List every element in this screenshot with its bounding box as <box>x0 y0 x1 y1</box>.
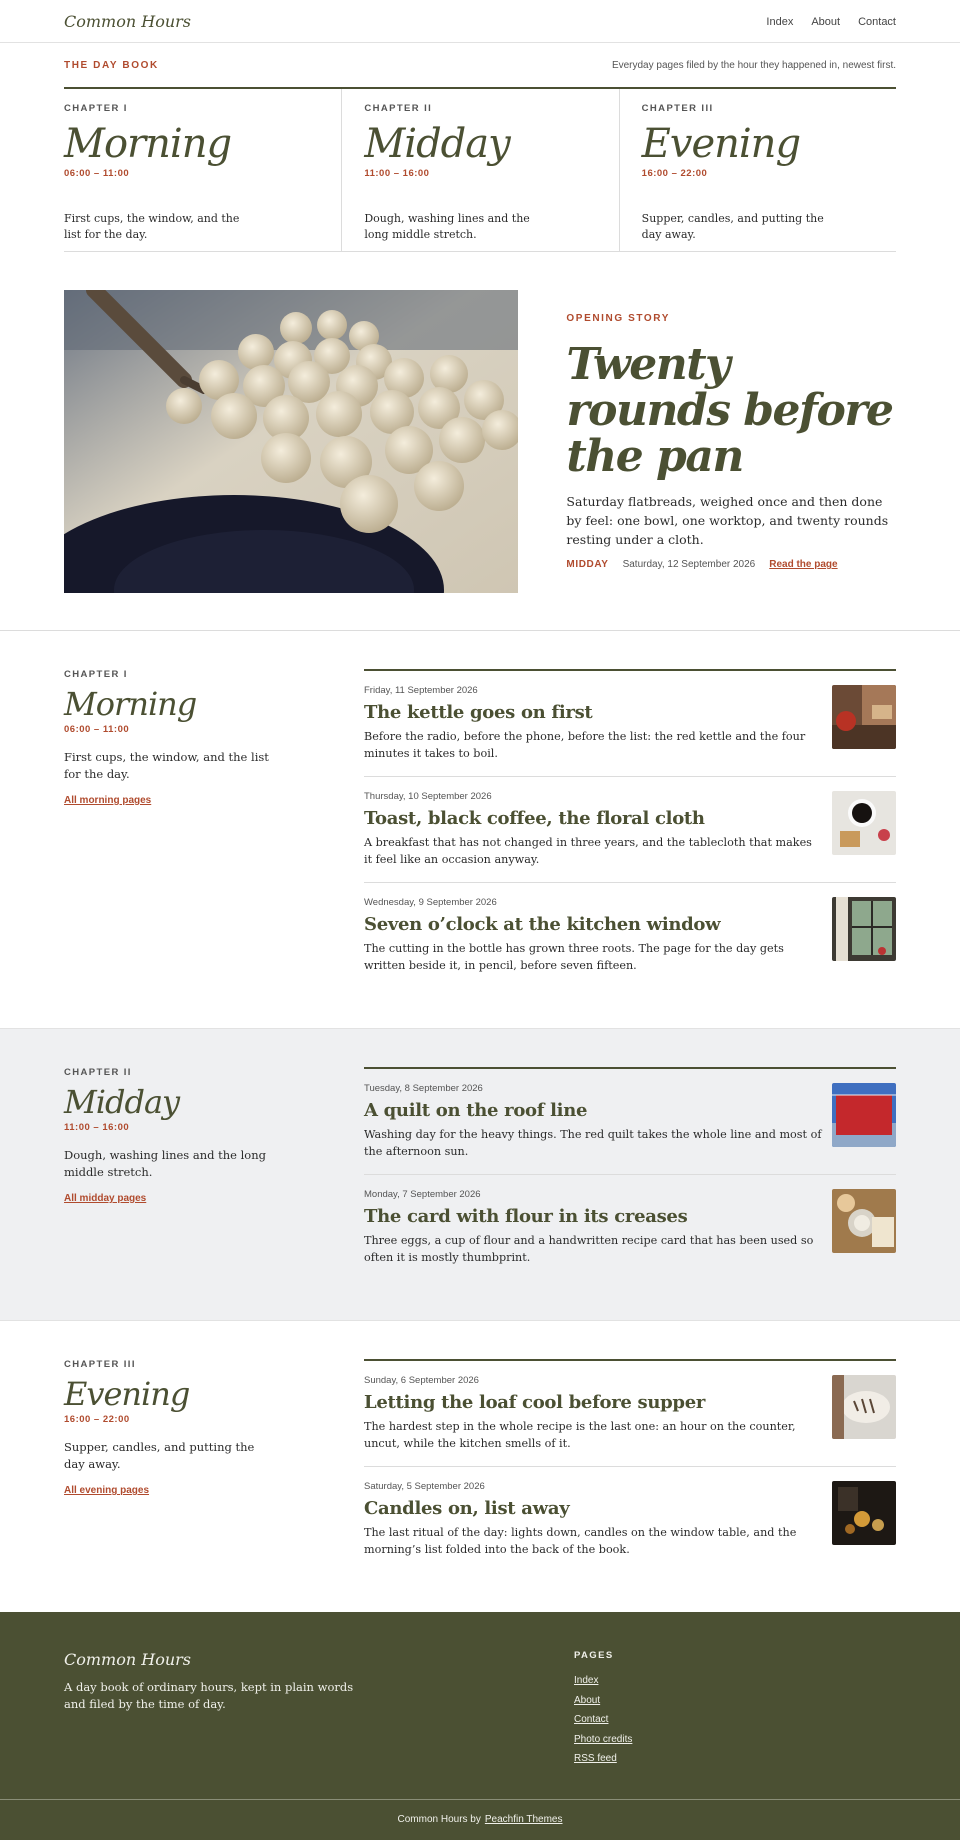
footer-pages <box>574 1650 896 1769</box>
chapter-label: CHAPTER I <box>64 103 128 114</box>
section-morning <box>0 631 960 1028</box>
footer-about <box>64 1650 364 1769</box>
entry-title[interactable]: The card with flour in its creases <box>364 1206 688 1227</box>
section-midday <box>0 1028 960 1321</box>
entry-date: Saturday, 5 September 2026 <box>364 1481 485 1492</box>
section-intro <box>64 1359 364 1572</box>
chapter-label: CHAPTER I <box>64 669 128 680</box>
opening-story-description: Saturday flatbreads, weighed once and then done by feel: one bowl, one worktop, and twenty rounds resting under a cloth. <box>566 494 889 547</box>
chapter-label: CHAPTER III <box>64 1359 136 1370</box>
footer-description: A day book of ordinary hours, kept in plain words and filed by the time of day. <box>64 1680 354 1711</box>
section-intro <box>64 669 364 988</box>
loaf-cooling-image <box>832 1375 896 1439</box>
chapter-description: Dough, washing lines and the long middle stretch. <box>364 212 530 241</box>
all-evening-pages-link[interactable]: All evening pages <box>64 1485 150 1496</box>
entry-list <box>364 1067 896 1280</box>
entry-excerpt: Washing day for the heavy things. The red quilt takes the whole line and most of the afternoon sun. <box>364 1128 822 1158</box>
dough-rounds-image <box>64 290 518 593</box>
entry-title[interactable]: The kettle goes on first <box>364 702 593 723</box>
entry-thumbnail[interactable] <box>832 791 896 855</box>
site-header <box>0 0 960 43</box>
kitchen-window-image <box>832 897 896 961</box>
entry-item[interactable] <box>364 1467 896 1572</box>
entry-date: Thursday, 10 September 2026 <box>364 791 492 802</box>
entry-item[interactable] <box>364 671 896 777</box>
footer-logo[interactable]: Common Hours <box>64 1650 191 1669</box>
entry-date: Sunday, 6 September 2026 <box>364 1375 479 1386</box>
red-kettle-image <box>832 685 896 749</box>
entry-date: Friday, 11 September 2026 <box>364 685 478 696</box>
chapter-title: Evening <box>64 1375 190 1413</box>
footer-link-index[interactable]: Index <box>574 1675 599 1686</box>
chapter-label: CHAPTER III <box>641 103 714 114</box>
entry-thumbnail[interactable] <box>832 1083 896 1147</box>
all-midday-pages-link[interactable]: All midday pages <box>64 1193 147 1204</box>
chapter-title: Evening <box>641 121 801 167</box>
entry-title[interactable]: Candles on, list away <box>364 1498 570 1519</box>
chapter-card-evening[interactable] <box>619 89 896 251</box>
entry-title[interactable]: Seven o’clock at the kitchen window <box>364 914 721 935</box>
chapter-hours: 16:00 – 22:00 <box>641 168 708 179</box>
chapter-card-midday[interactable] <box>341 89 618 251</box>
entry-title[interactable]: A quilt on the roof line <box>364 1100 588 1121</box>
footer-links <box>574 1671 896 1769</box>
entry-item[interactable] <box>364 777 896 883</box>
entry-item[interactable] <box>364 1175 896 1280</box>
daybook <box>64 43 896 252</box>
opening-story-meta <box>566 559 896 570</box>
entry-list <box>364 1359 896 1572</box>
footer-link-photo-credits[interactable]: Photo credits <box>574 1733 633 1745</box>
section-evening <box>0 1321 960 1612</box>
chapter-title: Midday <box>364 121 510 167</box>
chapter-hours: 16:00 – 22:00 <box>64 1414 130 1425</box>
footer-link-rss-feed[interactable]: RSS feed <box>574 1753 617 1764</box>
opening-story <box>0 252 960 631</box>
coffee-toast-image <box>832 791 896 855</box>
chapter-description: First cups, the window, and the list for the day. <box>64 212 240 241</box>
entry-title[interactable]: Toast, black coffee, the floral cloth <box>364 808 705 829</box>
red-quilt-image <box>832 1083 896 1147</box>
entry-item[interactable] <box>364 883 896 988</box>
chapter-description: Dough, washing lines and the long middle stretch. <box>64 1148 267 1179</box>
entry-item[interactable] <box>364 1069 896 1175</box>
footer-credit-bar <box>0 1799 960 1840</box>
chapter-tag[interactable]: MIDDAY <box>566 559 609 570</box>
read-the-page-link[interactable]: Read the page <box>769 559 838 570</box>
daybook-header <box>64 43 896 89</box>
chapter-grid <box>64 89 896 252</box>
site-logo[interactable]: Common Hours <box>64 12 191 31</box>
main-nav <box>766 16 896 28</box>
recipe-card-image <box>832 1189 896 1253</box>
entry-item[interactable] <box>364 1361 896 1467</box>
entry-thumbnail[interactable] <box>832 1189 896 1253</box>
chapter-hours: 06:00 – 11:00 <box>64 168 130 179</box>
chapter-hours: 11:00 – 16:00 <box>64 1122 130 1133</box>
entry-thumbnail[interactable] <box>832 897 896 961</box>
chapter-title: Morning <box>64 685 197 723</box>
chapter-description: First cups, the window, and the list for the day. <box>64 750 269 781</box>
opening-story-kicker: OPENING STORY <box>566 313 671 324</box>
chapter-card-morning[interactable] <box>64 89 341 251</box>
footer-link-contact[interactable]: Contact <box>574 1714 609 1725</box>
opening-story-photo[interactable] <box>64 290 518 593</box>
entry-excerpt: A breakfast that has not changed in three years, and the tablecloth that makes it feel like an occasion anyway. <box>364 836 812 866</box>
entry-title[interactable]: Letting the loaf cool before supper <box>364 1392 706 1413</box>
daybook-kicker: THE DAY BOOK <box>64 59 159 71</box>
entry-thumbnail[interactable] <box>832 1481 896 1545</box>
all-morning-pages-link[interactable]: All morning pages <box>64 795 152 806</box>
nav-index[interactable]: Index <box>766 15 794 28</box>
footer-pages-heading: PAGES <box>574 1650 614 1661</box>
entry-thumbnail[interactable] <box>832 685 896 749</box>
chapter-hours: 11:00 – 16:00 <box>364 168 430 179</box>
entry-excerpt: Three eggs, a cup of flour and a handwritten recipe card that has been used so often it is mostly thumbprint. <box>364 1234 814 1264</box>
entry-date: Wednesday, 9 September 2026 <box>364 897 497 908</box>
credit-theme-link[interactable]: Peachfin Themes <box>484 1814 563 1825</box>
chapter-title: Midday <box>64 1083 180 1121</box>
entry-excerpt: Before the radio, before the phone, before the list: the red kettle and the four minutes it takes to boil. <box>364 730 806 760</box>
story-date: Saturday, 12 September 2026 <box>622 559 756 570</box>
chapter-hours: 06:00 – 11:00 <box>64 724 130 735</box>
candles-image <box>832 1481 896 1545</box>
chapter-label: CHAPTER II <box>64 1067 132 1078</box>
site-footer <box>0 1612 960 1799</box>
daybook-tagline: Everyday pages filed by the hour they happened in, newest first. <box>611 59 896 71</box>
entry-date: Monday, 7 September 2026 <box>364 1189 481 1200</box>
chapter-title: Morning <box>64 121 232 167</box>
footer-link-about[interactable]: About <box>574 1694 601 1706</box>
chapter-label: CHAPTER II <box>364 103 433 114</box>
entry-excerpt: The cutting in the bottle has grown three roots. The page for the day gets written beside it, in pencil, before seven fifteen. <box>364 942 784 972</box>
nav-about[interactable]: About <box>811 15 841 28</box>
section-intro <box>64 1067 364 1280</box>
opening-story-title[interactable]: Twenty rounds before the pan <box>566 339 893 482</box>
entry-date: Tuesday, 8 September 2026 <box>364 1083 483 1094</box>
credit-text: Common Hours by <box>397 1814 481 1825</box>
entry-excerpt: The last ritual of the day: lights down, candles on the window table, and the morning’s list folded into the back of the book. <box>364 1526 797 1556</box>
entry-excerpt: The hardest step in the whole recipe is the last one: an hour on the counter, uncut, while the kitchen smells of it. <box>364 1420 796 1450</box>
chapter-description: Supper, candles, and putting the day away. <box>64 1440 255 1471</box>
chapter-description: Supper, candles, and putting the day away. <box>641 212 824 241</box>
entry-list <box>364 669 896 988</box>
opening-story-body <box>566 313 896 570</box>
nav-contact[interactable]: Contact <box>858 15 896 28</box>
entry-thumbnail[interactable] <box>832 1375 896 1439</box>
